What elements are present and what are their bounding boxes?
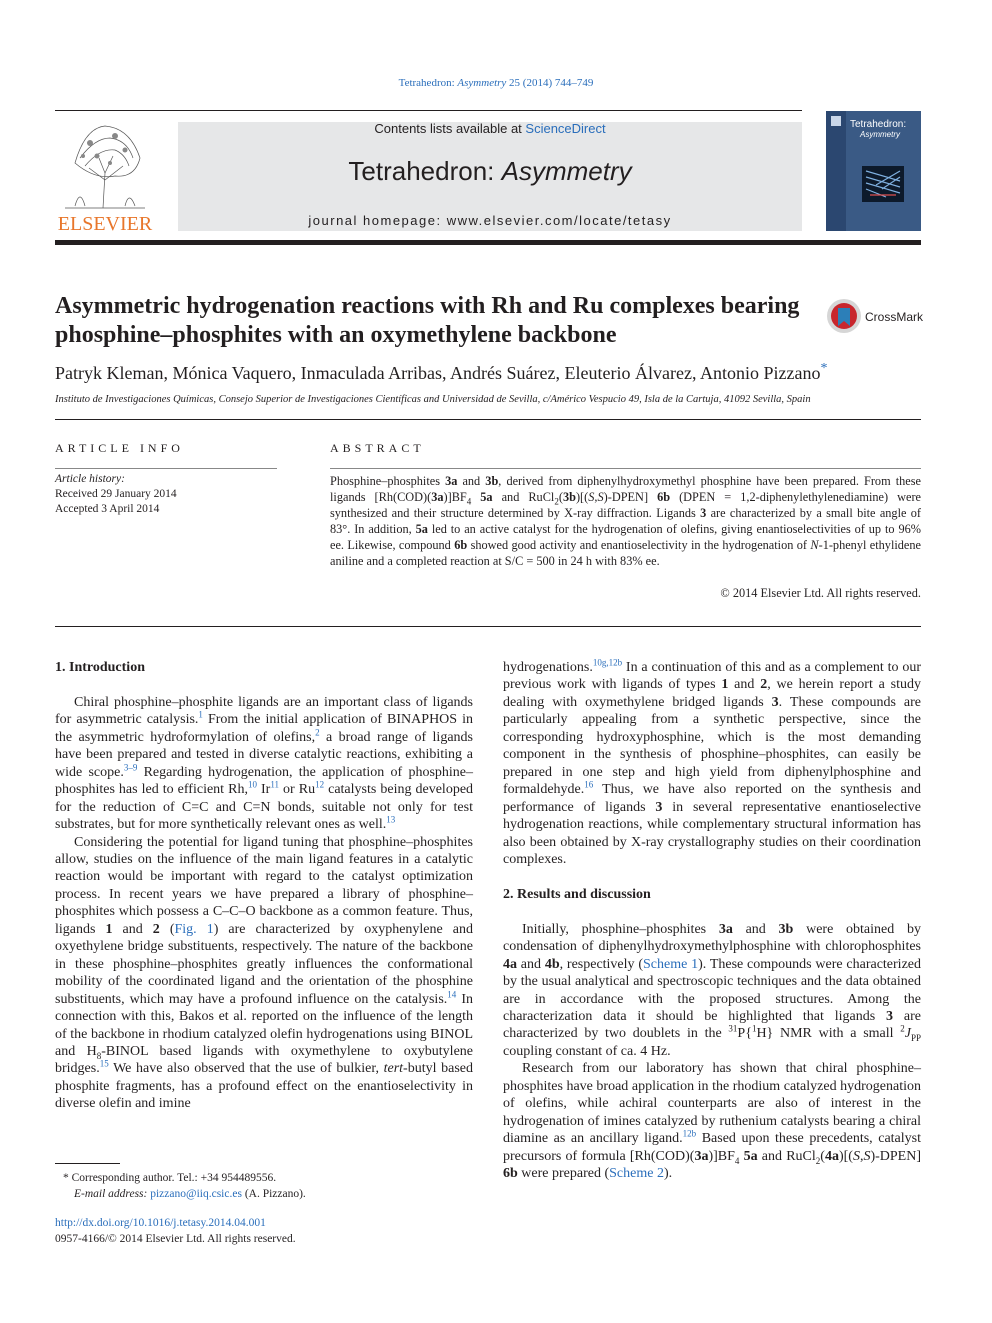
corresponding-author-footnote: * Corresponding author. Tel.: +34 954489556. E-mail address: pizzano@iiq.csic.es (A. Pizzano). [63,1172,306,1200]
author-list: Patryk Kleman, Mónica Vaquero, Inmaculada Arribas, Andrés Suárez, Eleuterio Álvarez, Antonio Pizzano* [55,361,828,383]
paragraph: Considering the potential for ligand tuning that phosphine–phosphites allow, studies on the influence of the main ligand features in a catalytic reaction would be important with regard to the catalyst optimization process. In recent years we have prepared a library of phosphine–phosphites which possess a C–C–O backbone as a common feature. Thus, ligands 1 and 2 (Fig. 1) are characterized by oxyphenylene and oxyethylene bridge substituents, respectively. The nature of the backbone in these phosphine–phosphites greatly influences the conformational mobility of the coordinated ligand and the orientation of the phosphine substituents, which may have a profound influence on the catalysis.$^{14}$ In connection with this, Bakos et al. reported on the influence of the length of the backbone in rhodium catalyzed olefin hydrogenations using BINOL and $H_8$-BINOL based ligands with oxymethylene to oxybutylene bridges.$^{15}$ We have also observed that the use of bulkier, tert-butyl based phosphite fragments, has a profound effect on the enantioselectivity in diverse olefin and imine [55,834,473,1112]
article-history: Article history: Received 29 January 2014 Accepted 3 April 2014 [55,472,277,517]
paragraph: Chiral phosphine–phosphite ligands are an important class of ligands for asymmetric catalysis.$^1$ From the initial application of BINAPHOS in the asymmetric hydroformylation of olefins,$^2$ a broad range of ligands have been prepared and tested in diverse catalytic reactions, exhibiting a wide scope.$^{3-9}$ Regarding hydrogenation, the application of phosphine–phosphites has led to efficient Rh,$^{10}$ Ir$^{11}$ or Ru$^{12}$ catalysts being developed for the reduction of C=C and C=N bonds, suitable not only for test substrates, but for more synthetically relevant ones as well.$^{13}$ [55,694,474,833]
header-rule [55,110,802,111]
abstract-rule-bottom [55,626,921,627]
journal-name: Tetrahedron: Asymmetry [348,156,632,186]
body-column-left [55,659,473,1113]
footnote-rule [55,1163,120,1164]
elsevier-tree-logo [55,118,155,236]
sciencedirect-link[interactable]: ScienceDirect [525,121,606,136]
abstract-text: Phosphine–phosphites 3a and 3b, derived from diphenylhydroxymethyl phosphine have been prepared. From these ligands $[Rh(COD)(3a)]BF_4$ 5a and RuCl$_2$(3b)[(S,S)-DPEN] 6b (DPEN = 1,2-diphenylethylenediamine) were synthesized and their structure determined by X-ray diffraction. Ligands 3 are characterized by a small bite angle of 83°. In addition, 5a led to an active catalyst for the hydrogenation of olefins, giving enantioselectivities of up to 96% ee. Likewise, compound 6b showed good activity and enantioselectivity in the hydrogenation of N-1-phenyl ethylidene aniline and a completed reaction at S/C = 500 in 24 h with 83% ee. [330,474,922,569]
crossmark-badge[interactable] [826,296,926,336]
svg-text:CrossMark: CrossMark [865,310,924,324]
article-info-rule [55,468,277,469]
paragraph: Initially, phosphine–phosphites 3a and 3b were obtained by condensation of diphenylhydroxymethylphosphine with chlorophosphites 4a and 4b, respectively (Scheme 1). These compounds were characterized by the usual analytical and spectroscopic techniques and the data obtained are in accordance with the proposed structures. Among the characterization data it should be highlighted that ligands 3 are characterized by two doublets in the $^{31}$P{$^1$H} NMR with a small $^2J_{PP}$ coupling constant of ca. 4 Hz. [503,921,921,1059]
svg-text:Asymmetry: Asymmetry [860,130,900,139]
svg-text:Tetrahedron:: Tetrahedron: [850,119,907,130]
abstract-copyright: © 2014 Elsevier Ltd. All rights reserved. [720,586,921,600]
corresponding-author-mark[interactable]: * [820,361,828,376]
doi-block [55,1215,475,1247]
paragraph: Research from our laboratory has shown that chiral phosphine–phosphites have broad application in the rhodium catalyzed hydrogenation of olefins, while achiral counterparts are also of interest in the hydrogenation of imines catalyzed by ruthenium catalysts bearing a chiral diamine as an ancillary ligand.$^{12b}$ Based upon these precedents, catalyst precursors of formula $[Rh(COD)(3a)]BF_4$ 5a and RuCl$_2$(4a)[(S,S)-DPEN] 6b were prepared (Scheme 2). [503,1061,921,1182]
author-affiliation: Instituto de Investigaciones Químicas, Consejo Superior de Investigaciones Científicas and Universidad de Sevilla, c/Américo Vespucio 49, Isla de la Cartuja, 41092 Sevilla, Spain [55,394,811,405]
journal-homepage: journal homepage: www.elsevier.com/locate/tetasy [308,213,672,228]
contents-line: Contents lists available at ScienceDirect [374,121,606,136]
section-heading-introduction: 1. Introduction [55,660,145,675]
journal-citation[interactable]: Tetrahedron: Asymmetry 25 (2014) 744–749 [398,77,594,89]
abstract-rule [330,468,921,469]
article-title: Asymmetric hydrogenation reactions with Rh and Ru complexes bearing phosphine–phosphites with an oxymethylene backbone [55,293,800,348]
doi-link[interactable]: http://dx.doi.org/10.1016/j.tetasy.2014.04.001 [55,1217,266,1229]
section-heading-results: 2. Results and discussion [503,886,651,902]
received-date: Received 29 January 2014 [55,488,177,500]
accepted-date: Accepted 3 April 2014 [55,503,160,515]
header-thick-rule [55,240,921,245]
homepage-link[interactable]: www.elsevier.com/locate/tetasy [446,213,672,228]
issn-line: 0957-4166/© 2014 Elsevier Ltd. All rights reserved. [55,1233,296,1245]
body-column-right [503,659,921,1183]
email-link[interactable]: pizzano@iiq.csic.es [150,1188,242,1200]
journal-cover [826,111,921,231]
paragraph: hydrogenations.$^{10g,12b}$ In a continuation of this and as a complement to our previous work with ligands of types 1 and 2, we herein report a study dealing with oxymethylene bridged ligands 3. These compounds are particularly appealing from a synthetic perspective, since the corresponding hydroxyphosphine, which is the most demanding component in the synthesis of phosphine–phosphites, can easily be prepared in one step and high yield from diphenylphosphine and formaldehyde.$^{16}$ Thus, we have also reported on the synthesis and performance of ligands 3 in several representative enantioselective hydrogenation reactions, while complementary structural information has also been obtained by X-ray crystallography studies on their coordination complexes. [503,657,921,867]
abstract-label: ABSTRACT [330,441,425,455]
article-info-label: ARTICLE INFO [55,441,184,455]
affiliation-rule [55,419,921,420]
elsevier-wordmark: ELSEVIER [57,213,153,235]
